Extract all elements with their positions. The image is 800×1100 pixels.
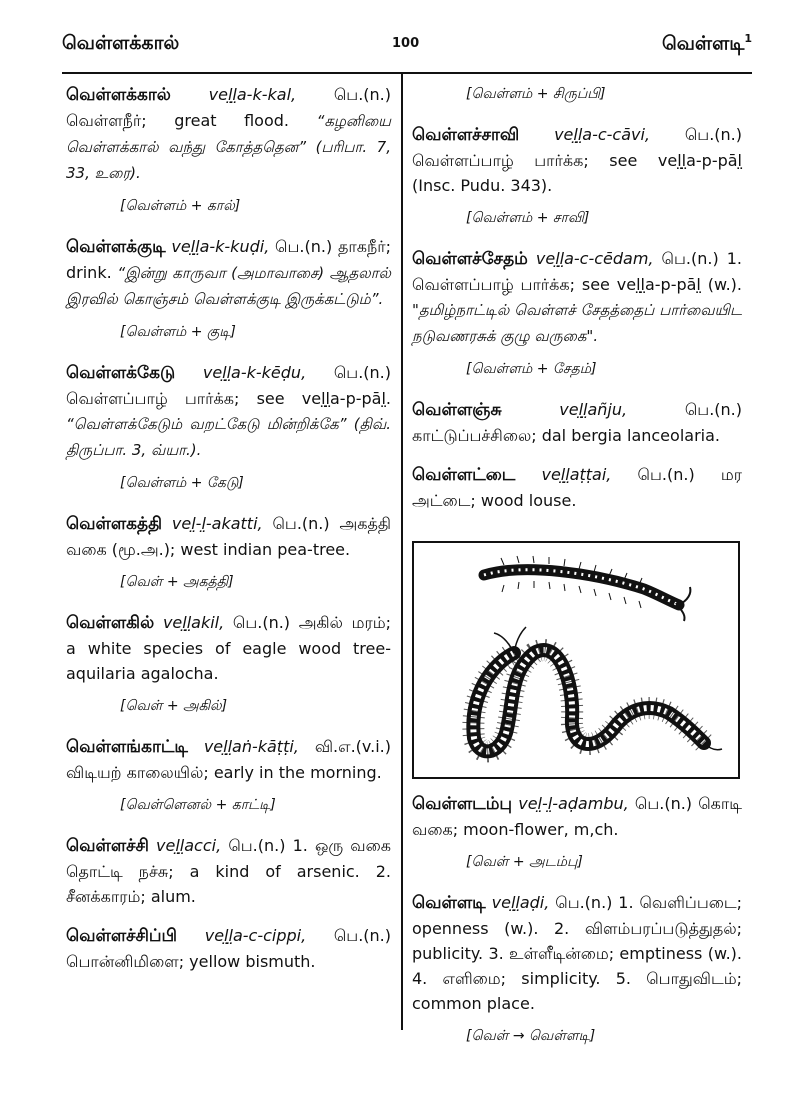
dictionary-entry: [412, 246, 742, 349]
page-header: [62, 22, 752, 74]
entry-definition: பெ.(n.) 1. வெள்ளப்பாழ் பார்க்க; see vel̤l̤a-p-pāl̤ (w.).: [412, 249, 742, 294]
entry-transliteration: vel̤-l̤-akatti,: [171, 514, 263, 533]
entry-headword: வெள்ளக்கேடு: [66, 363, 176, 383]
entry-transliteration: vel̤l̤aṭṭai,: [541, 465, 612, 484]
upper-centipede: [484, 556, 690, 621]
entry-definition: பெ.(n.) அகில் மரம்; a white species of eagle wood tree-aquilaria agalocha.: [66, 613, 392, 683]
etymology: [வெள்ளம் + சிருப்பி]: [466, 86, 606, 102]
entry-transliteration: vel̤l̤aṅ-kāṭṭi,: [203, 737, 299, 756]
right-guide-word: [662, 32, 752, 57]
entry-definition: பெ.(n.) தாகநீர்; drink.: [66, 237, 391, 282]
entry-headword: வெள்ளடம்பு: [412, 794, 513, 814]
centipede-illustration: [412, 541, 740, 779]
entry-headword: வெள்ளக்கால்: [66, 85, 171, 105]
etymology: [வெள் + அடம்பு]: [466, 854, 583, 870]
dictionary-entry: [412, 462, 742, 513]
etymology: [வெள்ளம் + சாவி]: [466, 210, 590, 226]
entry-definition: பெ.(n.) 1. வெளிப்படை; openness (w.). 2. விளம்பரப்படுத்துதல்; publicity. 3. உள்ளீடின்மை; emptiness (w.). 4. எளிமை; simplicity. 5. பொதுவிடம்; common place.: [412, 893, 742, 1013]
etymology: [வெள்ளம் + கால்]: [120, 198, 241, 214]
entry-definition: பெ.(n.) கொடி வகை; moon-flower, m,ch.: [412, 794, 742, 839]
dictionary-entry: [412, 890, 742, 1016]
right-column-entries-bottom: [412, 791, 742, 1046]
left-guide-word: வெள்ளக்கால்: [62, 32, 180, 54]
entry-definition: பெ.(n.) வெள்ளநீர்; great flood.: [66, 85, 391, 130]
dictionary-entry: [66, 734, 391, 785]
entry-headword: வெள்ளட்டை: [412, 465, 516, 485]
entry-transliteration: vel̤l̤acci,: [156, 836, 222, 855]
entry-transliteration: vel̤l̤a-c-cēdam,: [535, 249, 654, 268]
entry-definition: பெ.(n.) வெள்ளப்பாழ் பார்க்க; see vel̤l̤a-p-pāl̤ (Insc. Pudu. 343).: [412, 125, 742, 195]
entry-transliteration: vel̤l̤aḍi,: [491, 893, 550, 912]
etymology: [வெள்ளெனல் + காட்டி]: [120, 797, 276, 813]
entry-headword: வெள்ளடி: [412, 893, 486, 913]
entry-transliteration: vel̤-l̤-aḍambu,: [518, 794, 629, 813]
right-column: [412, 82, 742, 1064]
entry-transliteration: vel̤l̤a-k-kuḍi,: [171, 237, 270, 256]
entry-definition: “இன்று காருவா (அமாவாசை) ஆதலால் இரவில் கொஞ்சம் வெள்ளக்குடி இருக்கட்டும்”.: [66, 264, 391, 308]
centipede-drawing: [414, 543, 738, 777]
right-guide-text: வெள்ளடி: [661, 32, 745, 55]
right-column-entries-top: [412, 122, 742, 527]
dictionary-entry: [66, 234, 391, 312]
page-number: 100: [392, 36, 420, 51]
column-divider: [401, 72, 403, 1030]
dictionary-entry: [66, 511, 391, 562]
entry-transliteration: vel̤l̤a-c-cāvi,: [554, 125, 651, 144]
etymology: [வெள்ளம் + கேடு]: [120, 475, 244, 491]
etymology: [வெள் → வெள்ளடி]: [466, 1028, 596, 1044]
entry-definition: பெ.(n.) பொன்னிமிளை; yellow bismuth.: [66, 926, 391, 971]
entry-headword: வெள்ளகத்தி: [66, 514, 163, 534]
entry-definition: "தமிழ்நாட்டில் வெள்ளச் சேதத்தைப் பார்வையிட நடுவணரசுக் குழு வருகை".: [412, 301, 742, 345]
entry-transliteration: vel̤l̤akil,: [162, 613, 225, 632]
entry-headword: வெள்ளச்சி: [66, 836, 149, 856]
entry-transliteration: vel̤l̤a-k-kēḍu,: [202, 363, 307, 382]
etymology: [வெள்ளம் + குடி]: [120, 324, 236, 340]
entry-definition: பெ.(n.) மர அட்டை; wood louse.: [412, 465, 742, 510]
entry-definition: பெ.(n.) வெள்ளப்பாழ் பார்க்க; see vel̤l̤a-p-pāl̤.: [66, 363, 391, 408]
dictionary-entry: [66, 610, 391, 686]
entry-headword: வெள்ளஞ்சு: [412, 400, 502, 420]
dictionary-entry: [66, 833, 391, 909]
entry-definition: பெ.(n.) அகத்தி வகை (மூ.அ.); west indian pea-tree.: [66, 514, 391, 559]
etymology: [வெள் + அகத்தி]: [120, 574, 234, 590]
entry-headword: வெள்ளச்சிப்பி: [66, 926, 178, 946]
dictionary-entry: [66, 360, 391, 463]
left-column: [66, 82, 391, 988]
entry-headword: வெள்ளக்குடி: [66, 237, 166, 257]
entry-transliteration: vel̤l̤a-c-cippi,: [204, 926, 307, 945]
entry-definition: “வெள்ளக்கேடும் வறட்கேடு மின்றிக்கே” (திவ். திருப்பா. 3, வ்யா.).: [66, 415, 391, 459]
entry-definition: “கழனியை வெள்ளக்கால் வந்து கோத்ததென” (பரிபா. 7, 33, உரை).: [66, 112, 391, 182]
entry-headword: வெள்ளச்சாவி: [412, 125, 520, 145]
dictionary-entry: [412, 791, 742, 842]
entry-transliteration: vel̤l̤añju,: [559, 400, 628, 419]
entry-definition: பெ.(n.) காட்டுப்பச்சிலை; dal bergia lanceolaria.: [412, 400, 742, 445]
entry-definition: வி.எ.(v.i.) விடியற் காலையில்; early in the morning.: [66, 737, 391, 782]
entry-headword: வெள்ளகில்: [66, 613, 155, 633]
dictionary-entry: [412, 397, 742, 448]
entry-transliteration: vel̤l̤a-k-kal,: [208, 85, 297, 104]
dictionary-entry: [66, 82, 391, 186]
dictionary-entry: [412, 122, 742, 198]
right-guide-superscript: 1: [744, 32, 752, 45]
entry-headword: வெள்ளச்சேதம்: [412, 249, 528, 269]
etymology: [வெள் + அகில்]: [120, 698, 228, 714]
entry-headword: வெள்ளங்காட்டி: [66, 737, 188, 757]
dictionary-entry: [66, 923, 391, 974]
lower-centipede: [473, 627, 722, 751]
etymology: [வெள்ளம் + சேதம்]: [466, 361, 597, 377]
entry-definition: பெ.(n.) 1. ஒரு வகை தொட்டி நச்சு; a kind of arsenic. 2. சீனக்காரம்; alum.: [66, 836, 391, 906]
